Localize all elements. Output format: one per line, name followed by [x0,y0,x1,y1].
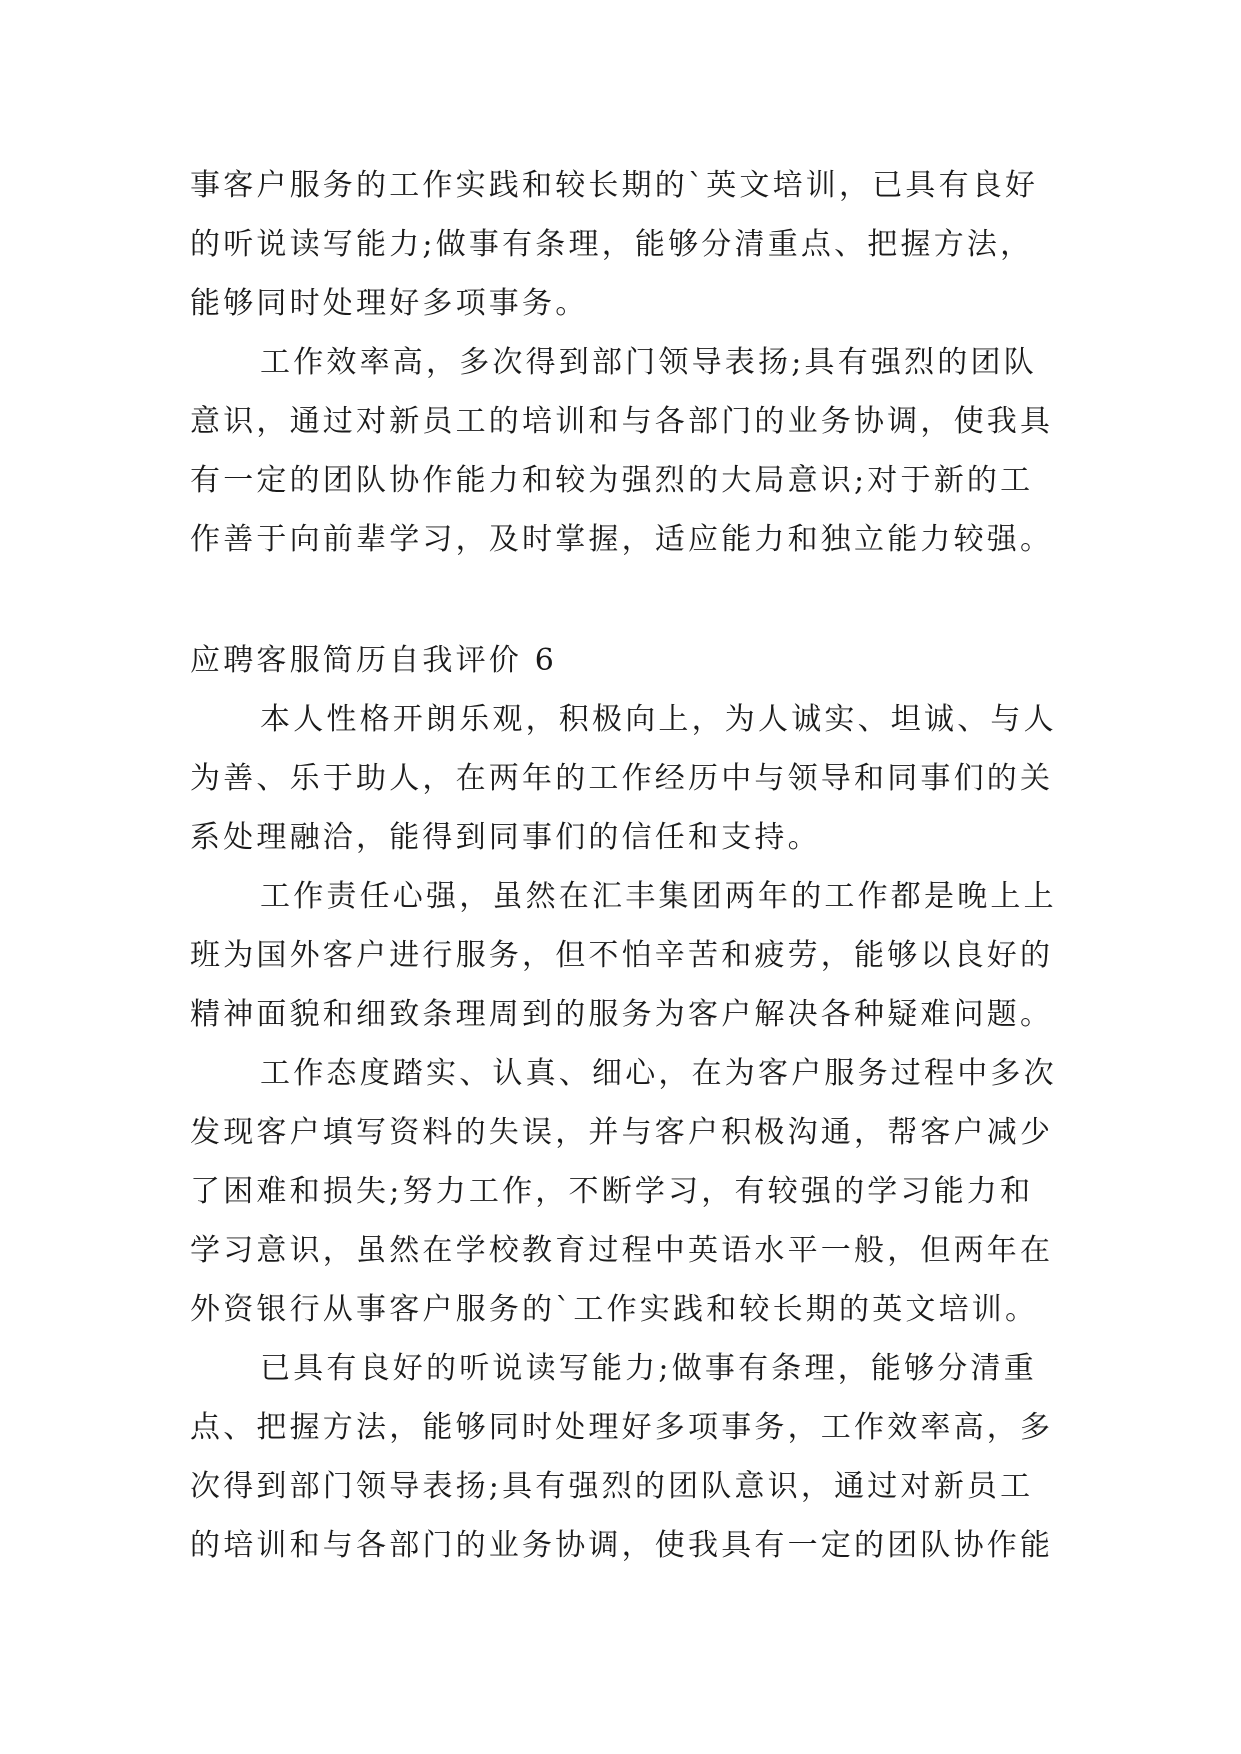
text-line: 已具有良好的听说读写能力;做事有条理，能够分清重 [260,1351,1037,1386]
text-line: 学习意识，虽然在学校教育过程中英语水平一般，但两年在 [190,1233,1054,1268]
text-line: 意识，通过对新员工的培训和与各部门的业务协调，使我具 [190,404,1054,439]
text-line: 了困难和损失;努力工作，不断学习，有较强的学习能力和 [190,1174,1034,1209]
text-line: 的培训和与各部门的业务协调，使我具有一定的团队协作能 [190,1528,1054,1563]
text-line: 发现客户填写资料的失误，并与客户积极沟通，帮客户减少 [190,1115,1054,1150]
text-line: 事客户服务的工作实践和较长期的`英文培训，已具有良好 [190,168,1039,203]
text-line: 作善于向前辈学习，及时掌握，适应能力和独立能力较强。 [190,522,1054,557]
section-title: 应聘客服简历自我评价 6 [190,643,558,678]
text-line: 班为国外客户进行服务，但不怕辛苦和疲劳，能够以良好的 [190,938,1054,973]
text-line: 工作效率高，多次得到部门领导表扬;具有强烈的团队 [260,345,1037,380]
text-line: 系处理融洽，能得到同事们的信任和支持。 [190,820,821,855]
paragraph [190,867,1057,1044]
text-line: 能够同时处理好多项事务。 [190,286,589,321]
text-line: 点、把握方法，能够同时处理好多项事务，工作效率高，多 [190,1410,1054,1445]
paragraph [190,690,1057,867]
paragraph [190,1339,1052,1575]
document-body [190,156,1057,1575]
text-line: 的听说读写能力;做事有条理，能够分清重点、把握方法， [190,227,1034,262]
text-line: 外资银行从事客户服务的`工作实践和较长期的英文培训。 [190,1292,1039,1327]
text-line: 本人性格开朗乐观，积极向上，为人诚实、坦诚、与人 [260,702,1057,737]
text-line: 有一定的团队协作能力和较为强烈的大局意识;对于新的工 [190,463,1034,498]
text-line: 次得到部门领导表扬;具有强烈的团队意识，通过对新员工 [190,1469,1034,1504]
text-line: 工作态度踏实、认真、细心，在为客户服务过程中多次 [260,1056,1057,1091]
paragraph-continued [190,156,1052,333]
paragraph [190,333,1052,569]
text-line: 为善、乐于助人，在两年的工作经历中与领导和同事们的关 [190,761,1054,796]
text-line: 工作责任心强，虽然在汇丰集团两年的工作都是晚上上 [260,879,1057,914]
paragraph [190,1044,1057,1339]
section-spacer [190,569,1052,631]
text-line: 精神面貌和细致条理周到的服务为客户解决各种疑难问题。 [190,997,1054,1032]
